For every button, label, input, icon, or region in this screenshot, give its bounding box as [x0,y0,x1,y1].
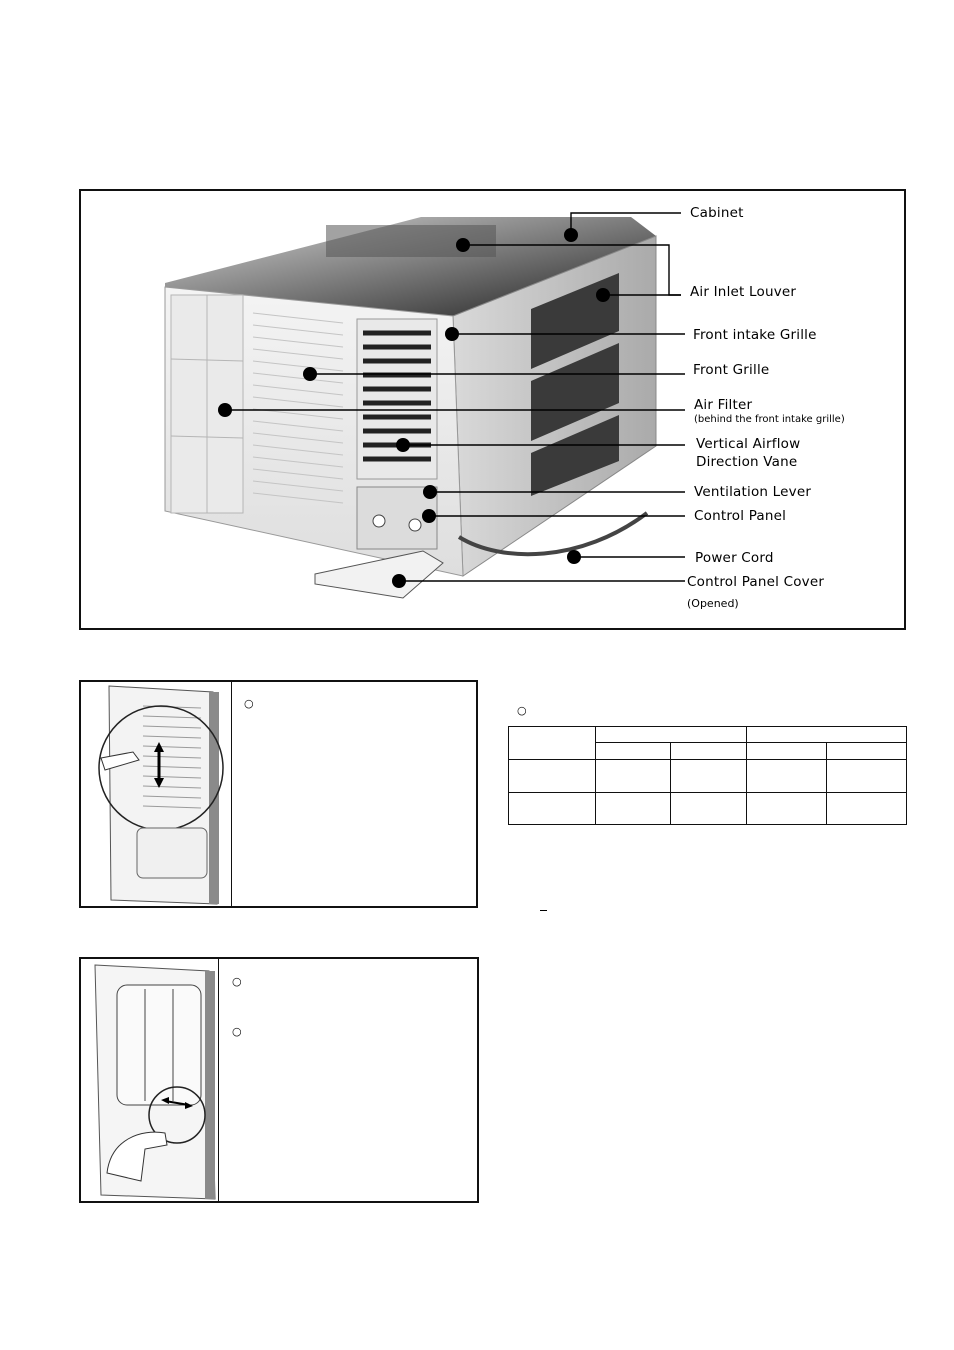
vane-adjustment-panel [79,680,478,908]
dash-mark [540,910,547,911]
vane-adjustment-illustration [81,682,231,906]
table-row [509,759,907,793]
table-cell [596,743,671,759]
callout-marker-ventilation-lever [423,485,437,499]
callout-marker-intake-grille [445,327,459,341]
airflow-vane-outlet [357,319,437,479]
ventilation-lever-illustration [81,959,219,1201]
table-cell [827,759,907,793]
callout-marker-inlet-side [596,288,610,302]
parts-diagram-frame [79,189,906,630]
label-power-cord: Power Cord [695,550,774,566]
callout-marker-power-cord [567,550,581,564]
table-cell [596,793,671,825]
label-control-panel: Control Panel [694,508,787,524]
table-row [509,793,907,825]
vent-bullet-2: ○ [232,1025,242,1038]
table-cell [671,743,747,759]
label-air-filter: Air Filter [694,397,753,413]
callout-marker-air-filter [218,403,232,417]
spec-table [508,726,907,825]
callout-marker-vane [396,438,410,452]
callout-marker-inlet-top [456,238,470,252]
vent-panel-divider [218,959,219,1201]
label-vertical-airflow-line2: Direction Vane [696,454,798,470]
table-cell [509,759,596,793]
label-air-filter-note: (behind the front intake grille) [694,414,845,425]
table-cell [596,727,747,743]
table-cell [827,793,907,825]
vane-bullet: ○ [244,697,254,710]
table-cell [671,793,747,825]
side-louvers [531,273,619,496]
label-front-grille: Front Grille [693,362,770,378]
front-intake-grille [171,295,243,513]
label-control-panel-cover: Control Panel Cover [687,574,825,590]
callout-marker-control-panel [422,509,436,523]
label-ventilation-lever: Ventilation Lever [694,484,812,500]
table-cell [747,793,827,825]
vent-bullet-1: ○ [232,975,242,988]
ventilation-lever-panel [79,957,479,1203]
label-cabinet: Cabinet [690,205,744,221]
label-control-panel-cover-note: (Opened) [687,597,739,610]
table-row [509,727,907,743]
callout-marker-panel-cover [392,574,406,588]
table-cell [747,727,907,743]
callout-marker-cabinet [564,228,578,242]
spec-bullet: ○ [517,704,527,717]
table-cell [509,793,596,825]
table-cell [747,759,827,793]
vane-panel-divider [231,682,232,906]
table-cell [827,743,907,759]
table-cell [747,743,827,759]
label-air-inlet-louver: Air Inlet Louver [690,284,797,300]
table-cell [596,759,671,793]
air-conditioner-illustration [81,191,908,632]
callout-marker-front-grille [303,367,317,381]
table-cell [671,759,747,793]
table-cell [509,727,596,760]
label-front-intake-grille: Front intake Grille [693,327,817,343]
label-vertical-airflow-line1: Vertical Airflow [696,436,801,452]
